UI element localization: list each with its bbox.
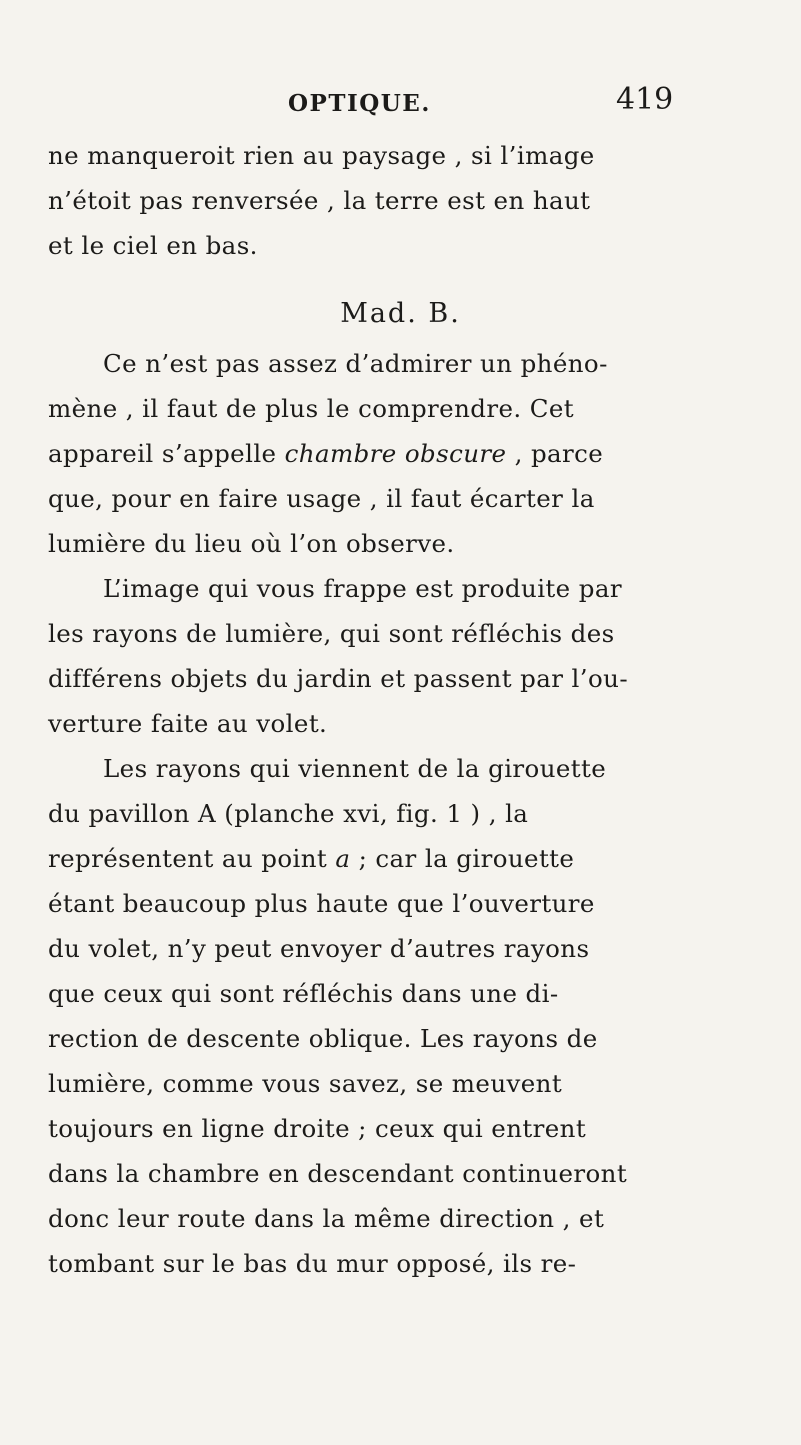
text-line: ne manqueroit rien au paysage , si l’image xyxy=(48,141,595,170)
speaker-heading: Mad. B. xyxy=(340,298,461,329)
text-line: mène , il faut de plus le comprendre. Cet xyxy=(48,394,575,423)
running-title: OPTIQUE. xyxy=(288,90,431,117)
text-line: que, pour en faire usage , il faut écarter la xyxy=(48,484,595,513)
text-line: différens objets du jardin et passent par l’ou- xyxy=(48,664,628,693)
text-span: , parce xyxy=(506,439,604,468)
running-header xyxy=(0,78,801,128)
text-line: du volet, n’y peut envoyer d’autres rayons xyxy=(48,934,590,963)
text-line: du pavillon A (planche xvi, fig. 1 ) , la xyxy=(48,799,529,828)
page-number: 419 xyxy=(616,82,674,117)
text-line: les rayons de lumière, qui sont réfléchis des xyxy=(48,619,615,648)
text-line: tombant sur le bas du mur opposé, ils re- xyxy=(48,1249,577,1278)
text-span: représentent au point xyxy=(48,844,336,873)
italic-term: a xyxy=(335,844,351,873)
text-span: appareil s’appelle xyxy=(48,439,285,468)
text-line: que ceux qui sont réfléchis dans une di- xyxy=(48,979,559,1008)
text-line: étant beaucoup plus haute que l’ouverture xyxy=(48,889,595,918)
text-line: dans la chambre en descendant continueront xyxy=(48,1159,628,1188)
text-line: lumière, comme vous savez, se meuvent xyxy=(48,1069,563,1098)
italic-term: chambre obscure xyxy=(284,439,507,468)
text-line: Les rayons qui viennent de la girouette xyxy=(103,754,607,783)
text-line: L’image qui vous frappe est produite par xyxy=(103,574,622,603)
text-line: rection de descente oblique. Les rayons de xyxy=(48,1024,598,1053)
text-line: n’étoit pas renversée , la terre est en haut xyxy=(48,186,591,215)
text-line xyxy=(48,837,760,881)
text-line: verture faite au volet. xyxy=(48,709,328,738)
text-line: lumière du lieu où l’on observe. xyxy=(48,529,455,558)
text-line: toujours en ligne droite ; ceux qui entrent xyxy=(48,1114,587,1143)
text-line: Ce n’est pas assez d’admirer un phéno- xyxy=(103,349,608,378)
text-line: et le ciel en bas. xyxy=(48,231,258,260)
text-line xyxy=(48,432,760,476)
text-line: donc leur route dans la même direction , et xyxy=(48,1204,605,1233)
text-span: ; car la girouette xyxy=(350,844,575,873)
